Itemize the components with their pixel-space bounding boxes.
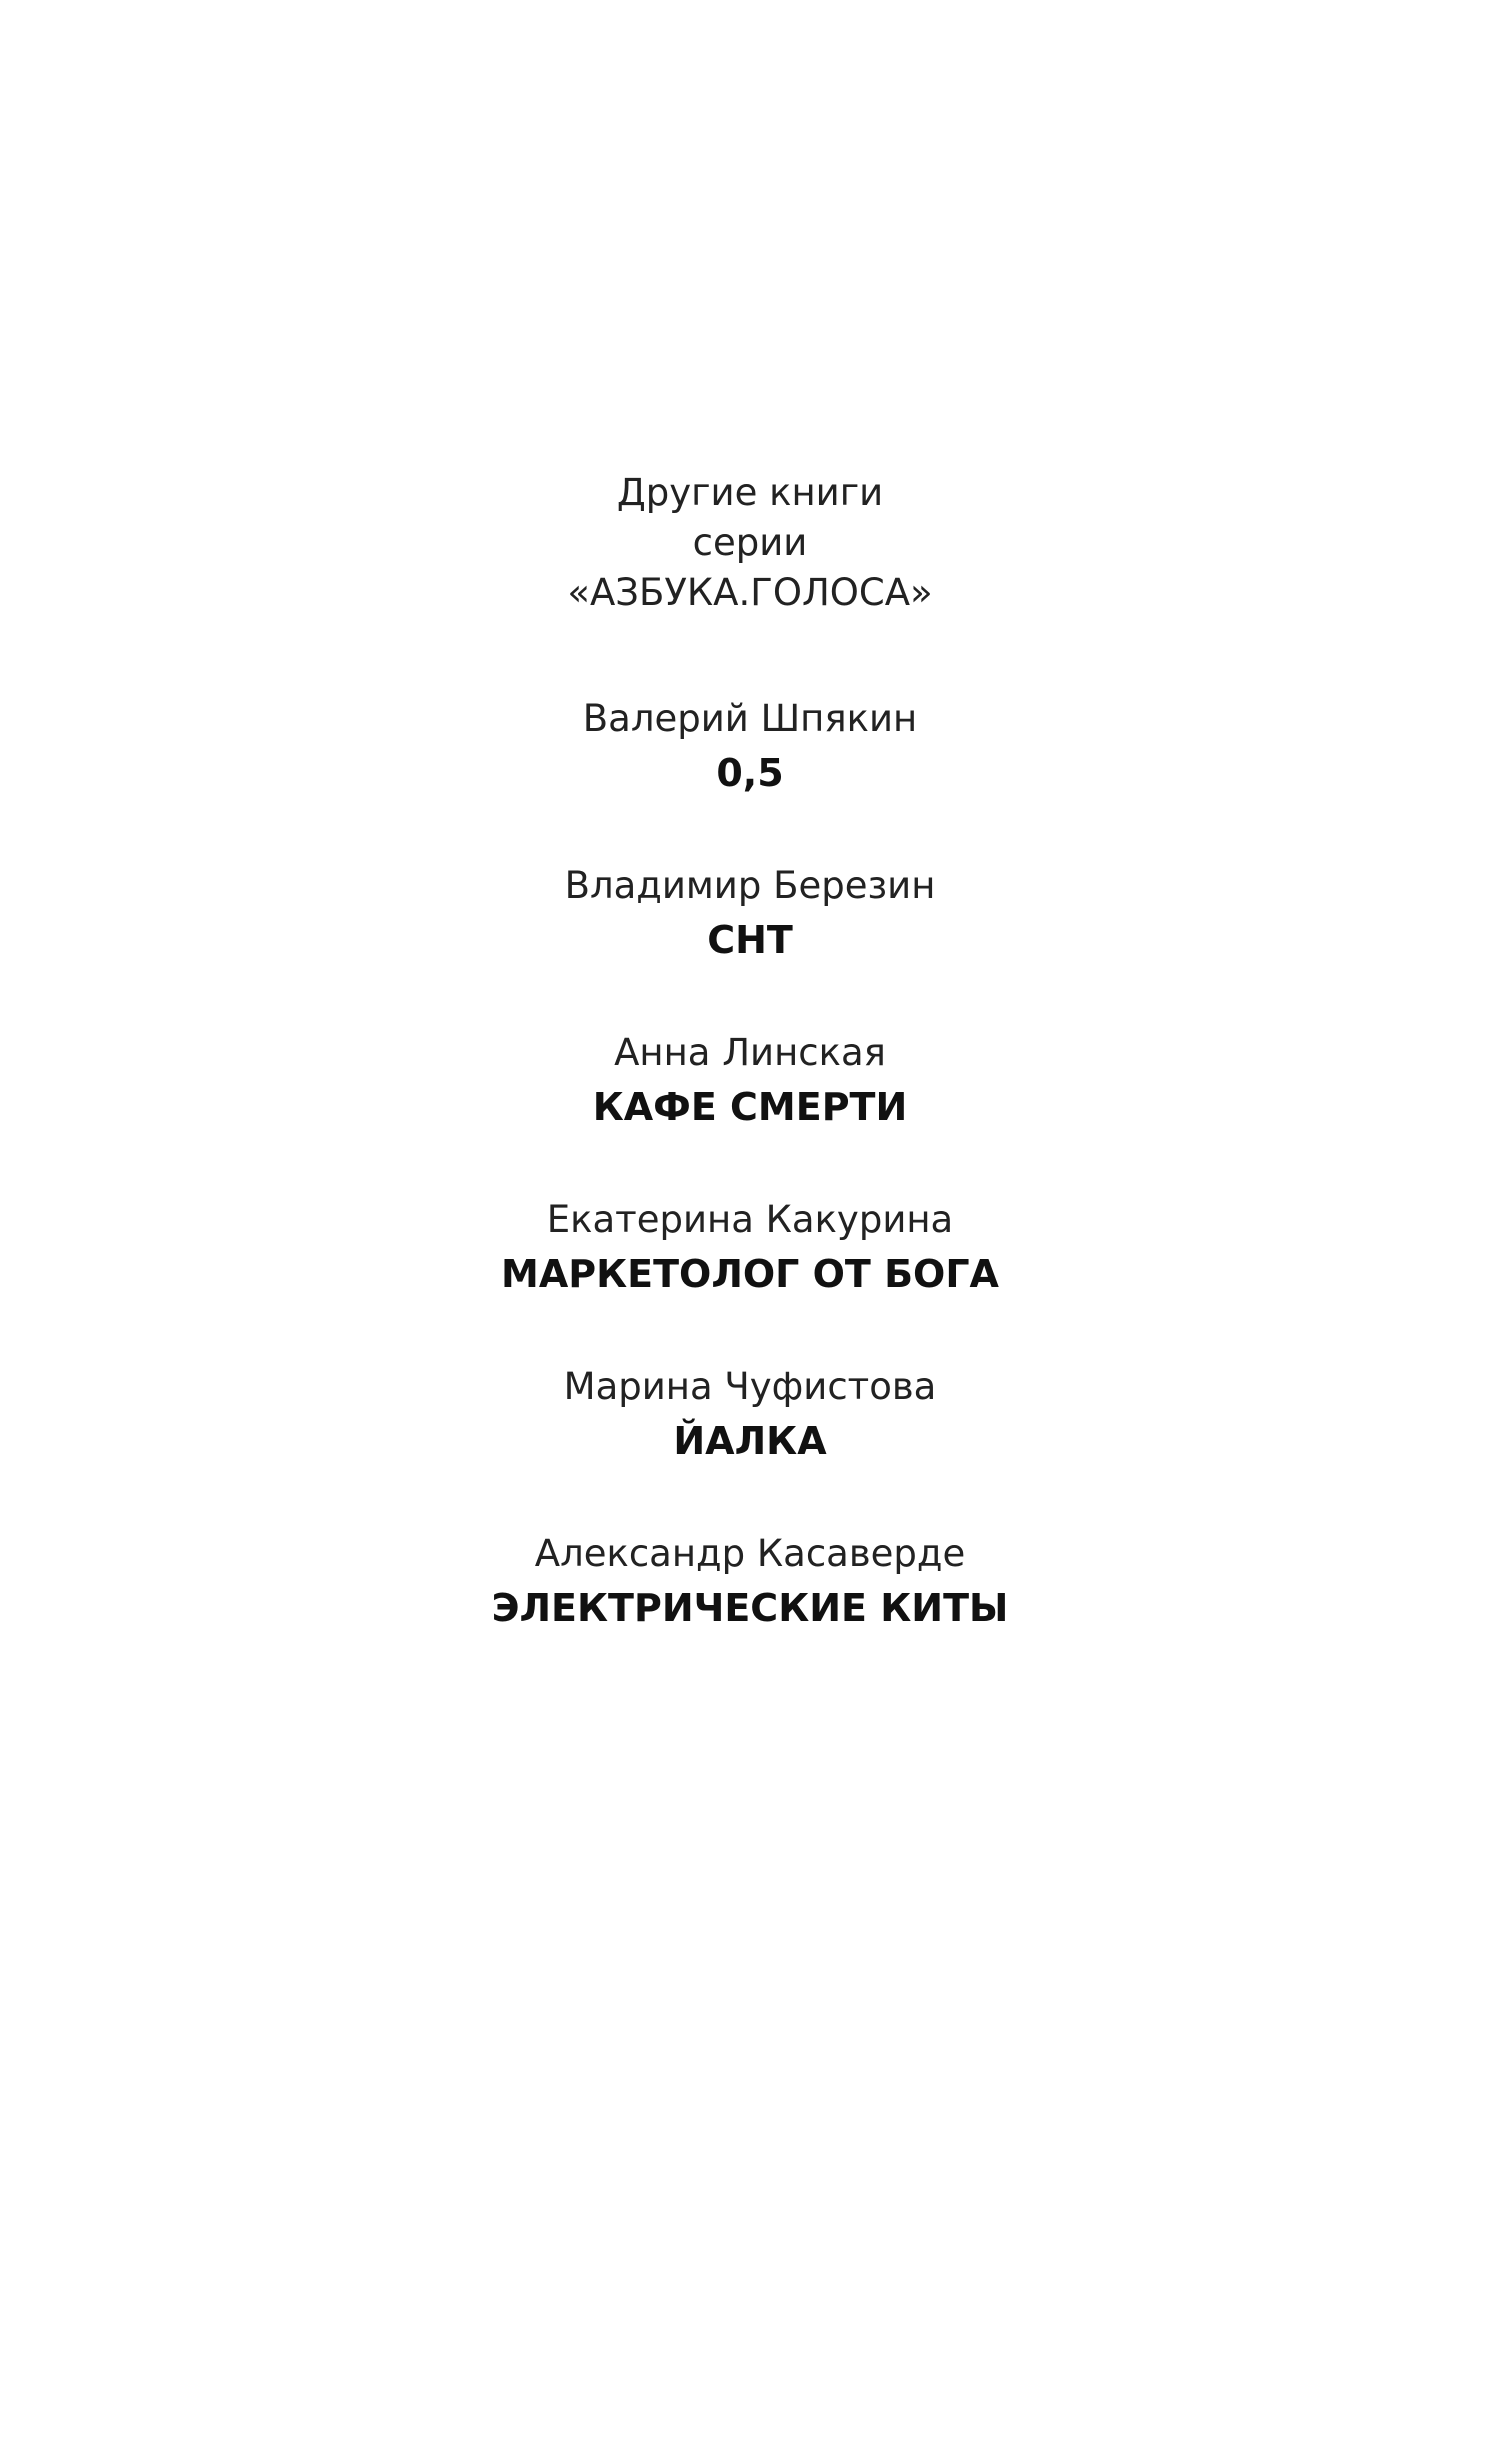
book-title: МАРКЕТОЛОГ ОТ БОГА — [501, 1252, 999, 1296]
book-entry — [0, 1527, 1500, 1635]
book-author: Марина Чуфистова — [563, 1365, 937, 1408]
series-heading-line-3: «АЗБУКА.ГОЛОСА» — [567, 571, 933, 614]
book-author: Екатерина Какурина — [546, 1198, 954, 1241]
book-title: 0,5 — [716, 751, 784, 795]
book-entry — [0, 1360, 1500, 1468]
series-heading-line-1: Другие книги — [616, 471, 884, 514]
book-author: Валерий Шпякин — [582, 697, 918, 740]
book-entry — [0, 1026, 1500, 1134]
book-title: КАФЕ СМЕРТИ — [592, 1085, 908, 1129]
series-heading — [0, 468, 1500, 618]
book-title: ЭЛЕКТРИЧЕСКИЕ КИТЫ — [491, 1586, 1009, 1630]
book-author: Владимир Березин — [564, 864, 936, 907]
series-heading-line-2: серии — [692, 521, 808, 564]
book-title: СНТ — [707, 918, 793, 962]
book-title: ЙАЛКА — [673, 1419, 827, 1463]
book-author: Александр Касаверде — [534, 1532, 966, 1575]
book-entry — [0, 859, 1500, 967]
book-entry — [0, 692, 1500, 800]
book-entry — [0, 1193, 1500, 1301]
book-author: Анна Линская — [614, 1031, 886, 1074]
